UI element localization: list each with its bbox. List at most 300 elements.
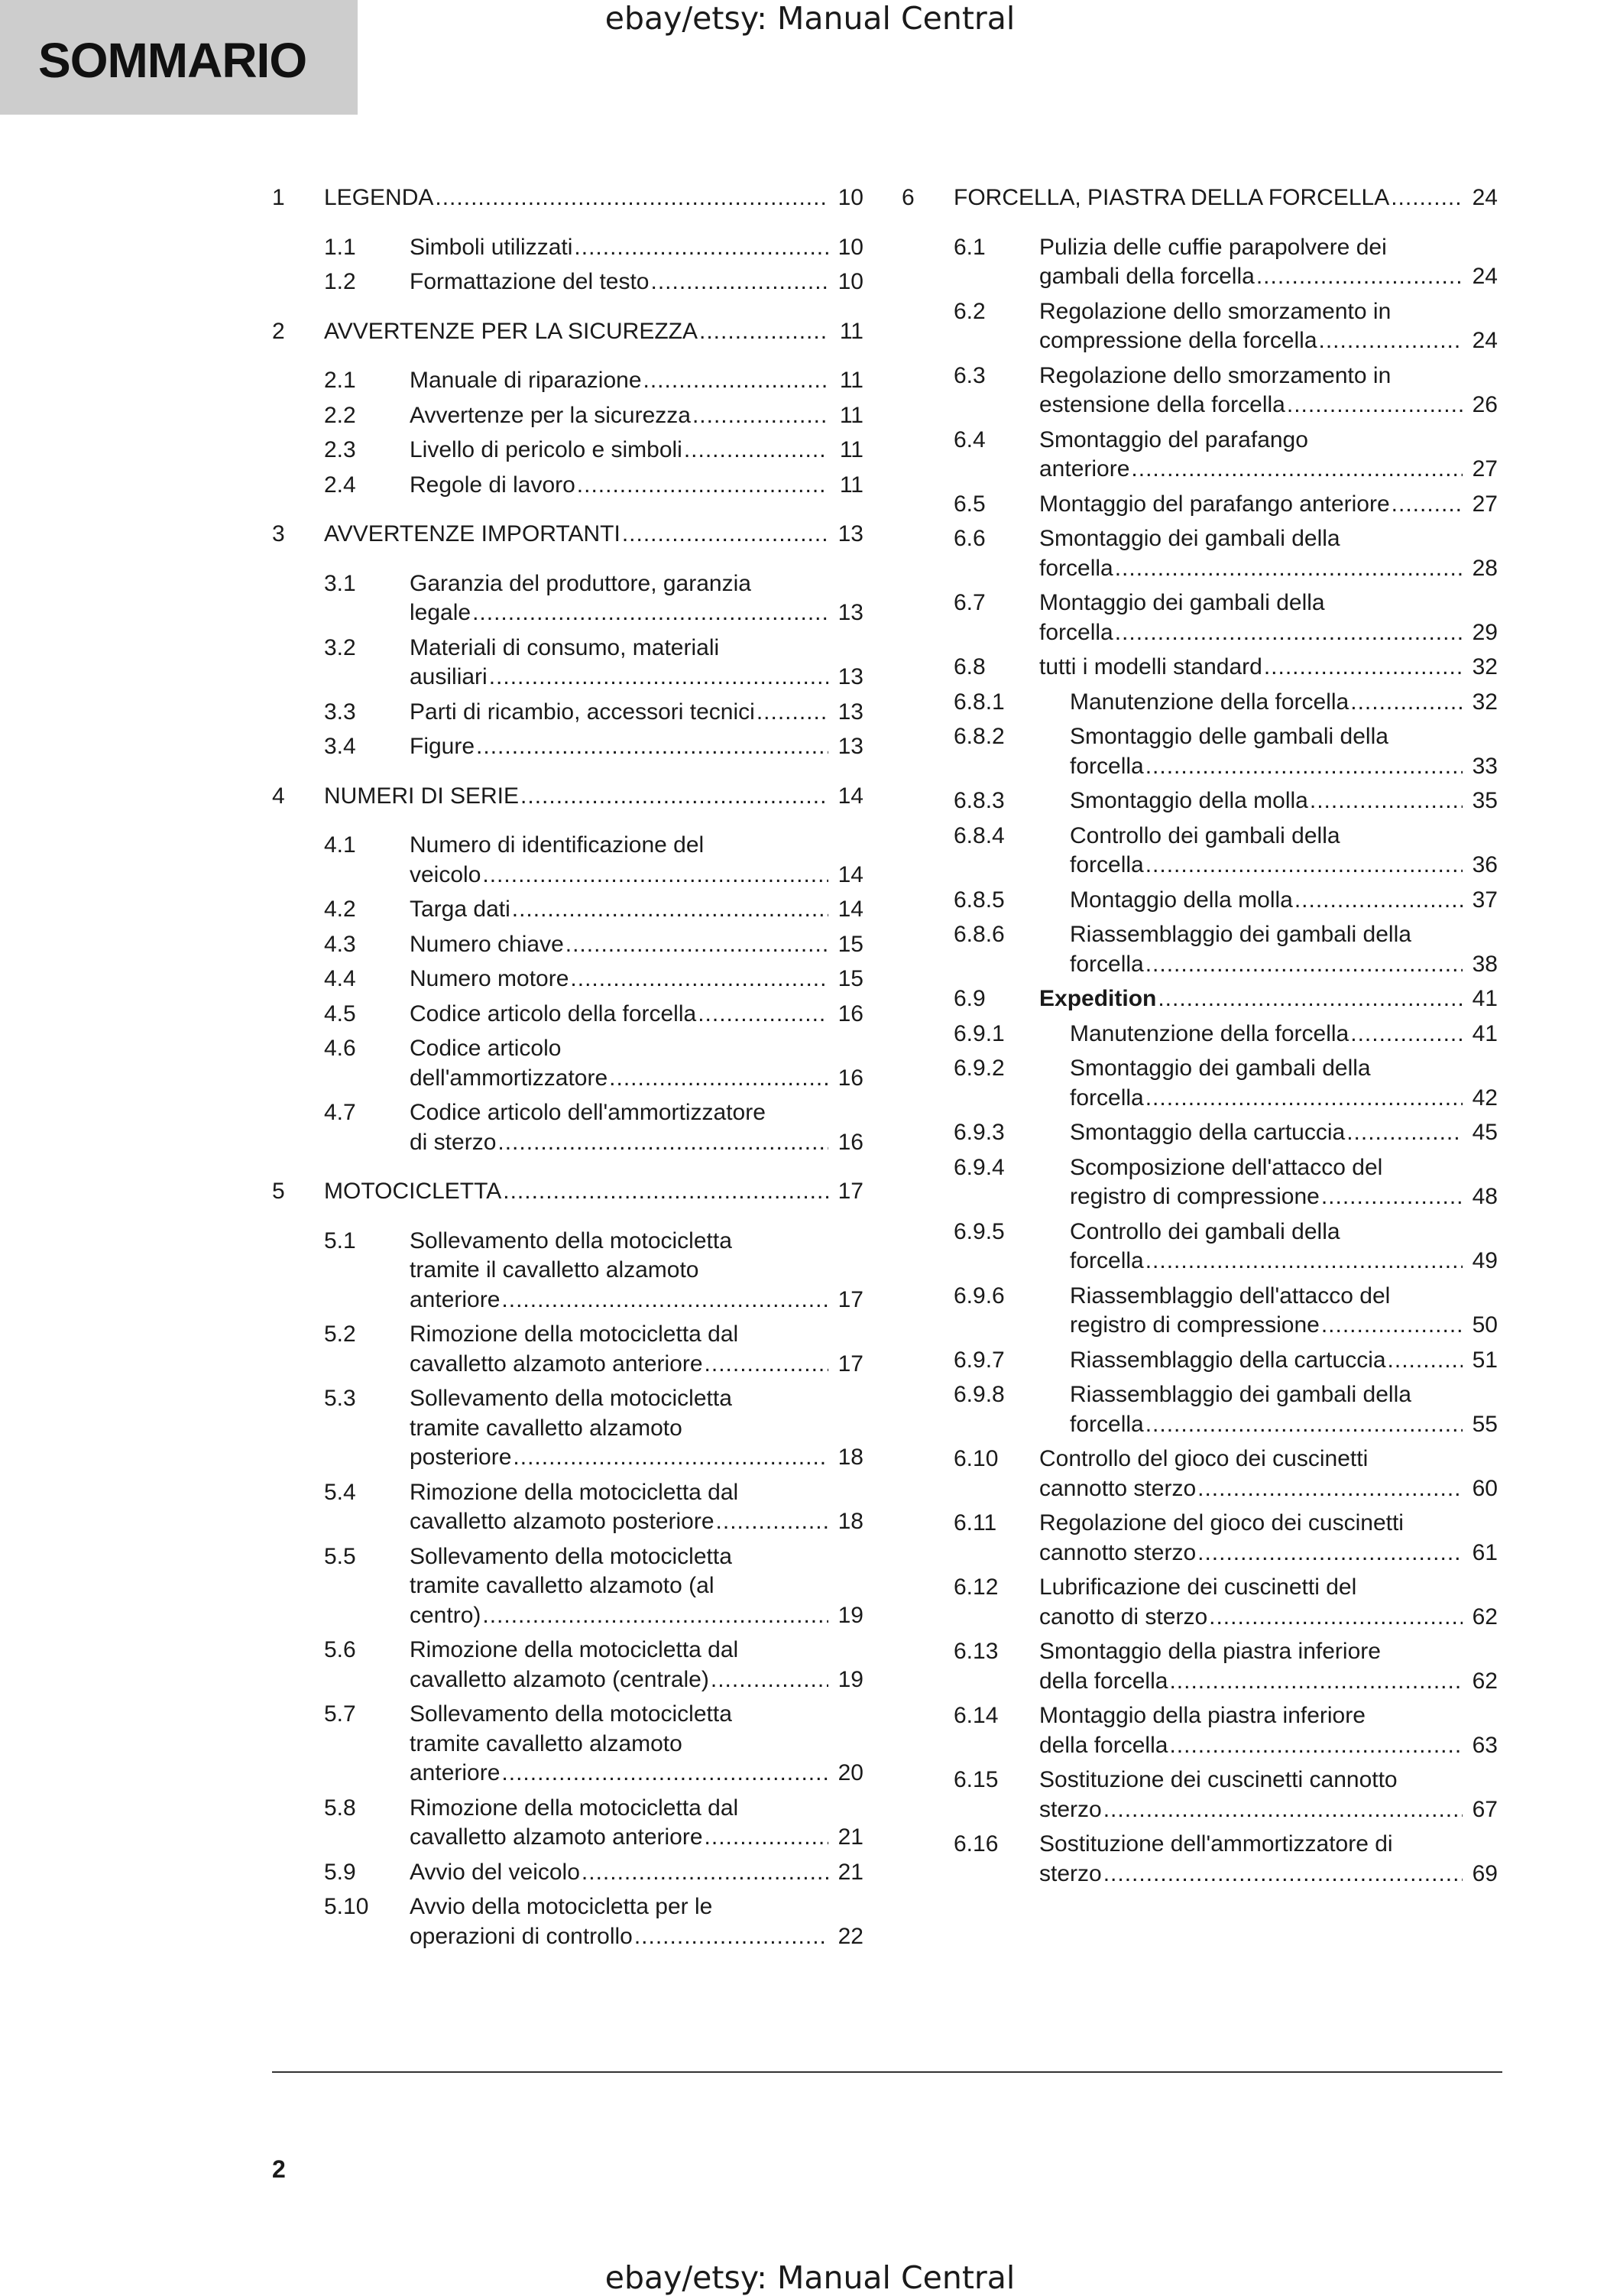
toc-entry[interactable]	[902, 984, 1498, 1014]
toc-entry-title: anteriore	[410, 1760, 501, 1785]
toc-entry-number: 6.15	[954, 1767, 999, 1792]
toc-entry[interactable]	[902, 1766, 1498, 1824]
toc-entry-title: cannotto sterzo	[1039, 1475, 1197, 1501]
dot-leader	[1145, 1247, 1463, 1276]
toc-entry[interactable]	[902, 1020, 1498, 1049]
toc-entry-page: 67	[1472, 1796, 1498, 1822]
toc-entry-title: forcella	[1070, 852, 1144, 877]
toc-entry-title: dell'ammortizzatore	[410, 1065, 608, 1091]
toc-entry-title-line: Smontaggio dei gambali della	[1070, 1056, 1371, 1081]
toc-entry-page: 45	[1472, 1120, 1498, 1145]
toc-entry-page: 17	[838, 1286, 863, 1312]
toc-entry-title-line: tramite il cavalletto alzamoto	[410, 1257, 699, 1283]
toc-entry-page: 69	[1472, 1860, 1498, 1886]
toc-entry-number: 2.3	[324, 437, 356, 462]
toc-entry-page: 37	[1472, 887, 1498, 913]
toc-entry-page: 17	[838, 1351, 863, 1377]
dot-leader	[1350, 1020, 1463, 1049]
toc-entry[interactable]	[902, 1445, 1498, 1503]
dot-leader	[503, 1177, 828, 1207]
toc-entry-title-line: Riassemblaggio dei gambali della	[1070, 922, 1411, 947]
dot-leader	[512, 895, 828, 925]
section-banner	[0, 0, 358, 115]
toc-entry-page: 42	[1472, 1085, 1498, 1111]
toc-entry-number: 3	[272, 521, 285, 546]
toc-entry[interactable]	[902, 589, 1498, 647]
toc-entry[interactable]	[272, 634, 863, 692]
toc-entry-title-line: Sollevamento della motocicletta	[410, 1227, 732, 1253]
toc-entry-page: 19	[838, 1666, 863, 1692]
toc-entry-title-line: Regolazione dello smorzamento in	[1039, 362, 1392, 388]
toc-entry-title-line: Montaggio dei gambali della	[1039, 590, 1325, 615]
dot-leader	[1145, 1410, 1463, 1440]
toc-entry-title: di sterzo	[410, 1129, 497, 1155]
toc-entry[interactable]	[272, 831, 863, 890]
dot-leader	[1145, 1084, 1463, 1114]
toc-entry-title: centro)	[410, 1602, 481, 1628]
toc-entry[interactable]	[272, 1858, 863, 1888]
toc-entry-page: 11	[839, 472, 863, 498]
toc-entry-number: 6.6	[954, 526, 986, 551]
toc-entry[interactable]	[272, 782, 863, 812]
toc-entry-title: tutti i modelli standard	[1039, 654, 1262, 679]
toc-entry-number: 6.2	[954, 298, 986, 324]
toc-entry[interactable]	[902, 688, 1498, 718]
toc-entry-title: Smontaggio della cartuccia	[1070, 1120, 1346, 1145]
toc-entry-number: 6.8.6	[954, 922, 1005, 947]
dot-leader	[1287, 391, 1463, 420]
toc-entry-number: 6.11	[954, 1510, 997, 1536]
toc-entry-title-line: tramite cavalletto alzamoto (al	[410, 1573, 714, 1598]
toc-entry-page: 50	[1472, 1312, 1498, 1338]
toc-entry[interactable]	[902, 183, 1498, 213]
toc-entry-title: FORCELLA, PIASTRA DELLA FORCELLA	[954, 185, 1390, 210]
toc-entry-title: cavalletto alzamoto anteriore	[410, 1824, 703, 1850]
toc-entry-title-line: Smontaggio della piastra inferiore	[1039, 1639, 1381, 1664]
dot-leader	[1388, 1346, 1463, 1376]
toc-entry-page: 16	[838, 1065, 863, 1091]
toc-entry-title-line: Garanzia del produttore, garanzia	[410, 570, 751, 596]
toc-entry-page: 11	[839, 368, 863, 393]
toc-entry-title: Montaggio della molla	[1070, 887, 1293, 913]
dot-leader	[435, 183, 828, 213]
toc-entry[interactable]	[272, 569, 863, 628]
toc-entry-number: 5.3	[324, 1386, 356, 1411]
toc-entry-page: 11	[839, 318, 863, 344]
toc-entry[interactable]	[272, 233, 863, 263]
toc-entry-page: 22	[838, 1923, 863, 1949]
toc-entry-title: Livello di pericolo e simboli	[410, 437, 682, 462]
dot-leader	[711, 1665, 828, 1695]
toc-entry[interactable]	[272, 1034, 863, 1093]
toc-column-left	[272, 183, 863, 1951]
toc-entry-title-line: Regolazione del gioco dei cuscinetti	[1039, 1510, 1404, 1536]
toc-entry[interactable]	[272, 930, 863, 960]
toc-entry-number: 1.1	[324, 234, 356, 260]
page-number: 2	[272, 2155, 286, 2183]
toc-entry[interactable]	[902, 722, 1498, 781]
toc-entry-page: 14	[838, 783, 863, 809]
toc-entry-number: 6.9.4	[954, 1154, 1005, 1180]
toc-entry-page: 62	[1472, 1668, 1498, 1694]
toc-entry-page: 13	[838, 521, 863, 546]
toc-entry[interactable]	[902, 1509, 1498, 1568]
toc-entry-title: Expedition	[1039, 986, 1157, 1011]
toc-entry-title-line: Controllo del gioco dei cuscinetti	[1039, 1446, 1369, 1471]
dot-leader	[472, 598, 828, 628]
toc-entry-title: Numero motore	[410, 966, 569, 991]
toc-entry-title: cavalletto alzamoto (centrale)	[410, 1666, 709, 1692]
dot-leader	[716, 1507, 828, 1537]
toc-entry-page: 49	[1472, 1248, 1498, 1273]
toc-entry[interactable]	[902, 1118, 1498, 1148]
dot-leader	[482, 861, 828, 890]
toc-entry[interactable]	[272, 471, 863, 501]
dot-leader	[1321, 1182, 1463, 1212]
toc-entry-title-line: Lubrificazione dei cuscinetti del	[1039, 1574, 1357, 1600]
toc-entry-number: 6.8.4	[954, 822, 1005, 848]
dot-leader	[1264, 653, 1463, 683]
toc-entry-page: 20	[838, 1760, 863, 1785]
toc-entry-page: 14	[838, 861, 863, 887]
dot-leader	[1209, 1603, 1463, 1633]
toc-entry-number: 6.4	[954, 426, 986, 452]
toc-entry-page: 17	[838, 1179, 863, 1204]
toc-entry-page: 33	[1472, 753, 1498, 779]
dot-leader	[574, 233, 828, 263]
toc-entry-number: 6.9	[954, 986, 986, 1011]
toc-entry[interactable]	[272, 1636, 863, 1694]
toc-entry-number: 6.5	[954, 491, 986, 517]
toc-entry-page: 28	[1472, 555, 1498, 581]
toc-entry[interactable]	[902, 1830, 1498, 1889]
toc-entry-number: 6.8.5	[954, 887, 1005, 913]
toc-entry-title-line: Sollevamento della motocicletta	[410, 1543, 732, 1569]
toc-entry[interactable]	[902, 786, 1498, 816]
toc-entry-number: 6.1	[954, 234, 986, 260]
toc-entry[interactable]	[272, 1177, 863, 1207]
toc-entry[interactable]	[272, 1542, 863, 1631]
dot-leader	[634, 1922, 828, 1952]
toc-entry-title: Manuale di riparazione	[410, 368, 642, 393]
toc-entry-page: 13	[838, 664, 863, 689]
toc-entry-number: 3.3	[324, 699, 356, 725]
toc-entry[interactable]	[902, 362, 1498, 420]
toc-entry-title: Montaggio del parafango anteriore	[1039, 491, 1390, 517]
toc-entry-number: 5.4	[324, 1479, 356, 1505]
toc-entry-title: sterzo	[1039, 1860, 1102, 1886]
toc-entry-title: forcella	[1070, 1085, 1144, 1111]
toc-entry-title-line: Codice articolo	[410, 1036, 562, 1061]
toc-entry-number: 6.9.5	[954, 1218, 1005, 1244]
toc-entry[interactable]	[902, 1701, 1498, 1760]
toc-entry[interactable]	[902, 1380, 1498, 1439]
toc-entry-title: compressione della forcella	[1039, 328, 1317, 353]
toc-entry-title: della forcella	[1039, 1668, 1168, 1694]
toc-entry[interactable]	[902, 1346, 1498, 1376]
toc-entry-page: 41	[1472, 986, 1498, 1011]
toc-entry-page: 32	[1472, 689, 1498, 715]
toc-entry-page: 18	[838, 1509, 863, 1534]
toc-entry-title: sterzo	[1039, 1796, 1102, 1822]
dot-leader	[1145, 752, 1463, 782]
toc-entry-title: Formattazione del testo	[410, 269, 650, 294]
toc-entry-title-line: Riassemblaggio dell'attacco del	[1070, 1283, 1391, 1309]
toc-entry-title: Avvio del veicolo	[410, 1859, 580, 1885]
toc-entry-number: 6.8.2	[954, 724, 1005, 749]
toc-entry-number: 3.1	[324, 570, 356, 596]
toc-entry-page: 48	[1472, 1184, 1498, 1209]
toc-entry[interactable]	[272, 698, 863, 728]
toc-entry-page: 63	[1472, 1732, 1498, 1758]
toc-entry-title: della forcella	[1039, 1732, 1168, 1758]
toc-entry-title: Smontaggio della molla	[1070, 788, 1308, 813]
toc-entry-title-line: Sostituzione dell'ammortizzatore di	[1039, 1831, 1393, 1857]
toc-entry[interactable]	[902, 233, 1498, 292]
toc-entry-title: Manutenzione della forcella	[1070, 689, 1349, 715]
toc-entry-title-line: Scomposizione dell'attacco del	[1070, 1154, 1383, 1180]
toc-entry-title: registro di compressione	[1070, 1184, 1320, 1209]
toc-entry-page: 36	[1472, 852, 1498, 877]
toc-entry-number: 6.12	[954, 1574, 999, 1600]
dot-leader	[1169, 1731, 1463, 1761]
dot-leader	[1310, 786, 1463, 816]
dot-leader	[489, 663, 828, 692]
toc-entry-number: 6.14	[954, 1703, 999, 1728]
toc-entry-number: 4.2	[324, 897, 356, 922]
toc-entry-title-line: Smontaggio del parafango	[1039, 426, 1308, 452]
dot-leader	[1115, 554, 1463, 584]
toc-entry-number: 4.3	[324, 931, 356, 957]
toc-entry-number: 6.9.1	[954, 1020, 1005, 1046]
toc-entry-page: 32	[1472, 654, 1498, 679]
toc-entry-number: 5.7	[324, 1701, 356, 1727]
dot-leader	[476, 732, 828, 762]
toc-entry-page: 19	[838, 1602, 863, 1628]
toc-entry-title: Codice articolo della forcella	[410, 1000, 697, 1026]
toc-entry-number: 6.10	[954, 1446, 999, 1471]
toc-entry[interactable]	[272, 1892, 863, 1951]
toc-entry-page: 24	[1472, 185, 1498, 210]
toc-entry[interactable]	[902, 920, 1498, 979]
toc-entry-title: veicolo	[410, 861, 481, 887]
toc-entry[interactable]	[902, 297, 1498, 356]
toc-entry-page: 51	[1472, 1347, 1498, 1373]
footer-rule	[272, 2071, 1502, 2073]
toc-entry-title: anteriore	[410, 1286, 501, 1312]
toc-entry-number: 6.9.6	[954, 1283, 1005, 1309]
toc-entry-title-line: Rimozione della motocicletta dal	[410, 1637, 739, 1662]
toc-entry-page: 10	[838, 269, 863, 294]
toc-entry-title: Targa dati	[410, 897, 510, 922]
toc-entry-page: 61	[1472, 1539, 1498, 1565]
toc-entry-number: 5.2	[324, 1321, 356, 1347]
dot-leader	[757, 698, 828, 728]
toc-entry[interactable]	[902, 1054, 1498, 1113]
toc-entry[interactable]	[902, 822, 1498, 880]
toc-entry-title: forcella	[1070, 1411, 1144, 1437]
toc-entry[interactable]	[272, 732, 863, 762]
toc-entry-title: cavalletto alzamoto posteriore	[410, 1509, 714, 1534]
toc-entry-title-line: Materiali di consumo, materiali	[410, 634, 720, 660]
dot-leader	[1319, 326, 1463, 356]
dot-leader	[651, 268, 829, 297]
toc-entry[interactable]	[272, 1794, 863, 1853]
toc-entry-title: LEGENDA	[324, 185, 434, 210]
toc-entry-title: AVVERTENZE PER LA SICUREZZA	[324, 318, 698, 344]
toc-entry-title: forcella	[1039, 619, 1113, 645]
toc-entry[interactable]	[272, 1700, 863, 1788]
toc-entry-title-line: Controllo dei gambali della	[1070, 1218, 1340, 1244]
dot-leader	[1350, 688, 1463, 718]
toc-entry-number: 6.9.8	[954, 1382, 1005, 1407]
toc-entry-page: 24	[1472, 328, 1498, 353]
toc-entry[interactable]	[902, 1218, 1498, 1276]
dot-leader	[1294, 886, 1463, 916]
toc-entry[interactable]	[272, 965, 863, 994]
toc-column-right	[902, 183, 1498, 1889]
toc-entry-page: 60	[1472, 1475, 1498, 1501]
toc-entry-number: 1	[272, 185, 285, 210]
toc-entry[interactable]	[902, 1282, 1498, 1341]
toc-entry-number: 6.16	[954, 1831, 999, 1857]
toc-entry[interactable]	[272, 1478, 863, 1537]
toc-entry-page: 27	[1472, 491, 1498, 517]
toc-entry[interactable]	[272, 183, 863, 213]
toc-entry[interactable]	[902, 1573, 1498, 1632]
toc-entry-page: 11	[839, 437, 863, 462]
toc-entry-number: 5	[272, 1179, 285, 1204]
toc-entry[interactable]	[272, 520, 863, 550]
toc-entry-title: anteriore	[1039, 456, 1130, 482]
toc-entry[interactable]	[272, 1320, 863, 1379]
section-title: SOMMARIO	[38, 33, 307, 88]
toc-entry[interactable]	[272, 1227, 863, 1315]
toc-entry-number: 1.2	[324, 269, 356, 294]
dot-leader	[497, 1128, 828, 1158]
dot-leader	[1197, 1539, 1463, 1568]
toc-entry-page: 13	[838, 699, 863, 725]
toc-entry-number: 5.10	[324, 1894, 369, 1919]
toc-entry[interactable]	[902, 653, 1498, 683]
toc-entry-page: 27	[1472, 456, 1498, 482]
dot-leader	[1131, 455, 1463, 485]
toc-entry-number: 5.6	[324, 1637, 356, 1662]
toc-entry-page: 14	[838, 897, 863, 922]
toc-entry-page: 11	[839, 402, 863, 428]
toc-entry-page: 18	[838, 1445, 863, 1470]
toc-entry-title-line: Rimozione della motocicletta dal	[410, 1479, 739, 1505]
toc-entry-title-line: Controllo dei gambali della	[1070, 822, 1340, 848]
toc-entry[interactable]	[272, 895, 863, 925]
toc-entry-number: 4.6	[324, 1036, 356, 1061]
dot-leader	[1103, 1795, 1463, 1825]
toc-entry-page: 21	[838, 1824, 863, 1850]
toc-entry-title: gambali della forcella	[1039, 264, 1255, 289]
toc-entry-title-line: Sostituzione dei cuscinetti cannotto	[1039, 1767, 1398, 1792]
dot-leader	[501, 1286, 828, 1315]
toc-entry-page: 21	[838, 1859, 863, 1885]
dot-leader	[699, 317, 828, 347]
toc-entry-title: AVVERTENZE IMPORTANTI	[324, 521, 620, 546]
dot-leader	[1158, 984, 1463, 1014]
toc-entry-number: 2	[272, 318, 285, 344]
toc-entry[interactable]	[902, 886, 1498, 916]
toc-entry-number: 6.8.3	[954, 788, 1005, 813]
toc-entry-title: estensione della forcella	[1039, 392, 1285, 417]
toc-entry-number: 6	[902, 185, 915, 210]
toc-entry-title: MOTOCICLETTA	[324, 1179, 502, 1204]
dot-leader	[513, 1443, 828, 1473]
dot-leader	[582, 1858, 828, 1888]
toc-entry-title: canotto di sterzo	[1039, 1604, 1208, 1630]
toc-entry-title-line: Riassemblaggio dei gambali della	[1070, 1382, 1411, 1407]
toc-entry-page: 26	[1472, 392, 1498, 417]
toc-entry-title: forcella	[1070, 951, 1144, 977]
toc-entry-title: Simboli utilizzati	[410, 234, 573, 260]
toc-entry-page: 10	[838, 185, 863, 210]
toc-entry-page: 29	[1472, 619, 1498, 645]
toc-entry-title: Manutenzione della forcella	[1070, 1020, 1349, 1046]
toc-entry[interactable]	[902, 426, 1498, 485]
toc-entry-page: 62	[1472, 1604, 1498, 1630]
toc-entry[interactable]	[272, 317, 863, 347]
dot-leader	[684, 436, 828, 465]
dot-leader	[692, 401, 828, 431]
toc-entry-title: forcella	[1039, 555, 1113, 581]
toc-entry-page: 24	[1472, 264, 1498, 289]
toc-entry[interactable]	[902, 524, 1498, 583]
dot-leader	[1145, 851, 1463, 880]
dot-leader	[622, 520, 828, 550]
toc-entry-number: 4.1	[324, 832, 356, 858]
toc-entry[interactable]	[272, 268, 863, 297]
toc-entry[interactable]	[902, 1637, 1498, 1696]
toc-entry-title: ausiliari	[410, 664, 488, 689]
watermark-top: ebay/etsy: Manual Central	[604, 0, 1016, 37]
toc-entry-page: 16	[838, 1000, 863, 1026]
toc-entry-title-line: Numero di identificazione del	[410, 832, 705, 858]
dot-leader	[698, 1000, 828, 1030]
toc-entry[interactable]	[272, 366, 863, 396]
toc-entry-number: 6.9.3	[954, 1120, 1005, 1145]
toc-entry-number: 3.4	[324, 734, 356, 759]
toc-entry-title: operazioni di controllo	[410, 1923, 633, 1949]
toc-entry-number: 2.1	[324, 368, 356, 393]
toc-entry[interactable]	[272, 1000, 863, 1030]
dot-leader	[577, 471, 828, 501]
dot-leader	[482, 1601, 828, 1631]
toc-entry[interactable]	[272, 436, 863, 465]
toc-entry[interactable]	[902, 1153, 1498, 1212]
toc-entry-title: Numero chiave	[410, 931, 564, 957]
dot-leader	[1145, 950, 1463, 980]
toc-entry-title-line: Rimozione della motocicletta dal	[410, 1795, 739, 1821]
toc-entry[interactable]	[272, 1098, 863, 1157]
toc-entry-page: 41	[1472, 1020, 1498, 1046]
toc-entry-title: legale	[410, 600, 471, 625]
toc-entry-page: 10	[838, 234, 863, 260]
toc-entry-page: 16	[838, 1129, 863, 1155]
toc-entry[interactable]	[272, 1384, 863, 1473]
dot-leader	[643, 366, 828, 396]
toc-entry-title: Avvertenze per la sicurezza	[410, 402, 691, 428]
toc-entry-title-line: Montaggio della piastra inferiore	[1039, 1703, 1366, 1728]
dot-leader	[1197, 1474, 1463, 1504]
toc-entry-title-line: Regolazione dello smorzamento in	[1039, 298, 1392, 324]
toc-entry[interactable]	[272, 401, 863, 431]
toc-entry[interactable]	[902, 490, 1498, 520]
